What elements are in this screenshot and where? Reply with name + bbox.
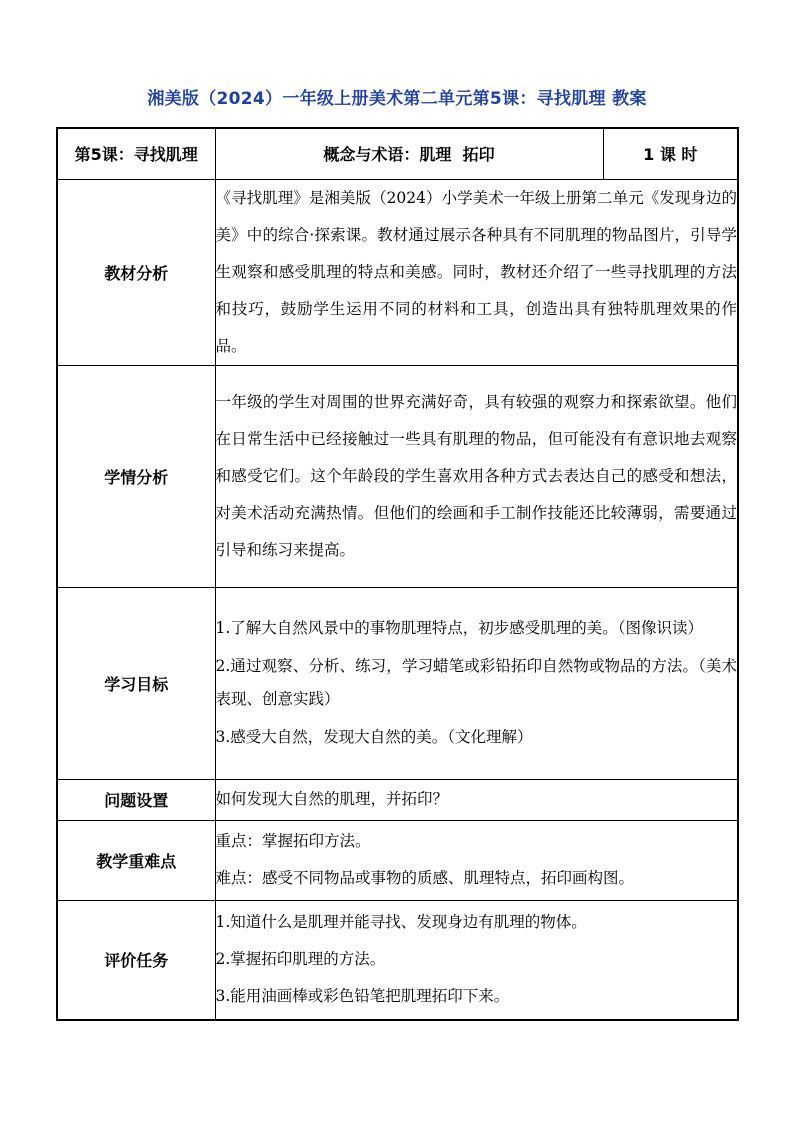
learning-objectives-row [57, 587, 738, 779]
student-analysis-row [57, 365, 738, 587]
textbook-analysis-label: 教材分析 [57, 179, 215, 365]
textbook-analysis-text: 《寻找肌理》是湘美版（2024）小学美术一年级上册第二单元《发现身边的美》中的综合·探索课。教材通过展示各种具有不同肌理的物品图片，引导学生观察和感受肌理的特点和美感。同时，教材还介绍了一些寻找肌理的方法和技巧，鼓励学生运用不同的材料和工具，创造出具有独特肌理效果的作品。 [215, 179, 738, 365]
difficult-point: 难点：感受不同物品或事物的质感、肌理特点，拓印画构图。 [215, 869, 635, 887]
lesson-plan-table [56, 127, 739, 1021]
student-analysis-label: 学情分析 [57, 365, 215, 587]
key-difficult-points-label: 教学重难点 [57, 820, 215, 900]
lesson-title-cell: 第5课：寻找肌理 [57, 128, 215, 179]
textbook-analysis-row [57, 179, 738, 365]
evaluation-tasks-content [215, 900, 738, 1020]
objective-item: 1.了解大自然风景中的事物肌理特点，初步感受肌理的美。（图像识读） [215, 619, 704, 637]
key-difficult-points-content [215, 820, 738, 900]
evaluation-item: 3.能用油画棒或彩色铅笔把肌理拓印下来。 [215, 987, 510, 1006]
key-point: 重点：掌握拓印方法。 [215, 832, 371, 850]
document-title: 湘美版（2024）一年级上册美术第二单元第5课：寻找肌理 教案 [147, 89, 647, 109]
question-label: 问题设置 [57, 779, 215, 820]
learning-objectives-label: 学习目标 [57, 587, 215, 779]
evaluation-tasks-row [57, 900, 738, 1020]
objective-item: 2.通过观察、分析、练习，学习蜡笔或彩铅拓印自然物或物品的方法。（美术表现、创意实践） [215, 657, 737, 708]
concepts-cell: 概念与术语：肌理 拓印 [215, 128, 603, 179]
header-row [57, 128, 738, 179]
key-difficult-points-row [57, 820, 738, 900]
evaluation-tasks-label: 评价任务 [57, 900, 215, 1020]
student-analysis-text: 一年级的学生对周围的世界充满好奇，具有较强的观察力和探索欲望。他们在日常生活中已经接触过一些具有肌理的物品，但可能没有有意识地去观察和感受它们。这个年龄段的学生喜欢用各种方式去表达自己的感受和想法，对美术活动充满热情。但他们的绘画和手工制作技能还比较薄弱，需要通过引导和练习来提高。 [215, 365, 738, 587]
evaluation-item: 2.掌握拓印肌理的方法。 [215, 950, 386, 969]
evaluation-item: 1.知道什么是肌理并能寻找、发现身边有肌理的物体。 [215, 913, 587, 932]
class-hours-cell: 1 课 时 [603, 128, 738, 179]
question-text: 如何发现大自然的肌理，并拓印？ [215, 779, 738, 820]
learning-objectives-content [215, 587, 738, 779]
question-row [57, 779, 738, 820]
objective-item: 3.感受大自然，发现大自然的美。（文化理解） [215, 728, 533, 746]
